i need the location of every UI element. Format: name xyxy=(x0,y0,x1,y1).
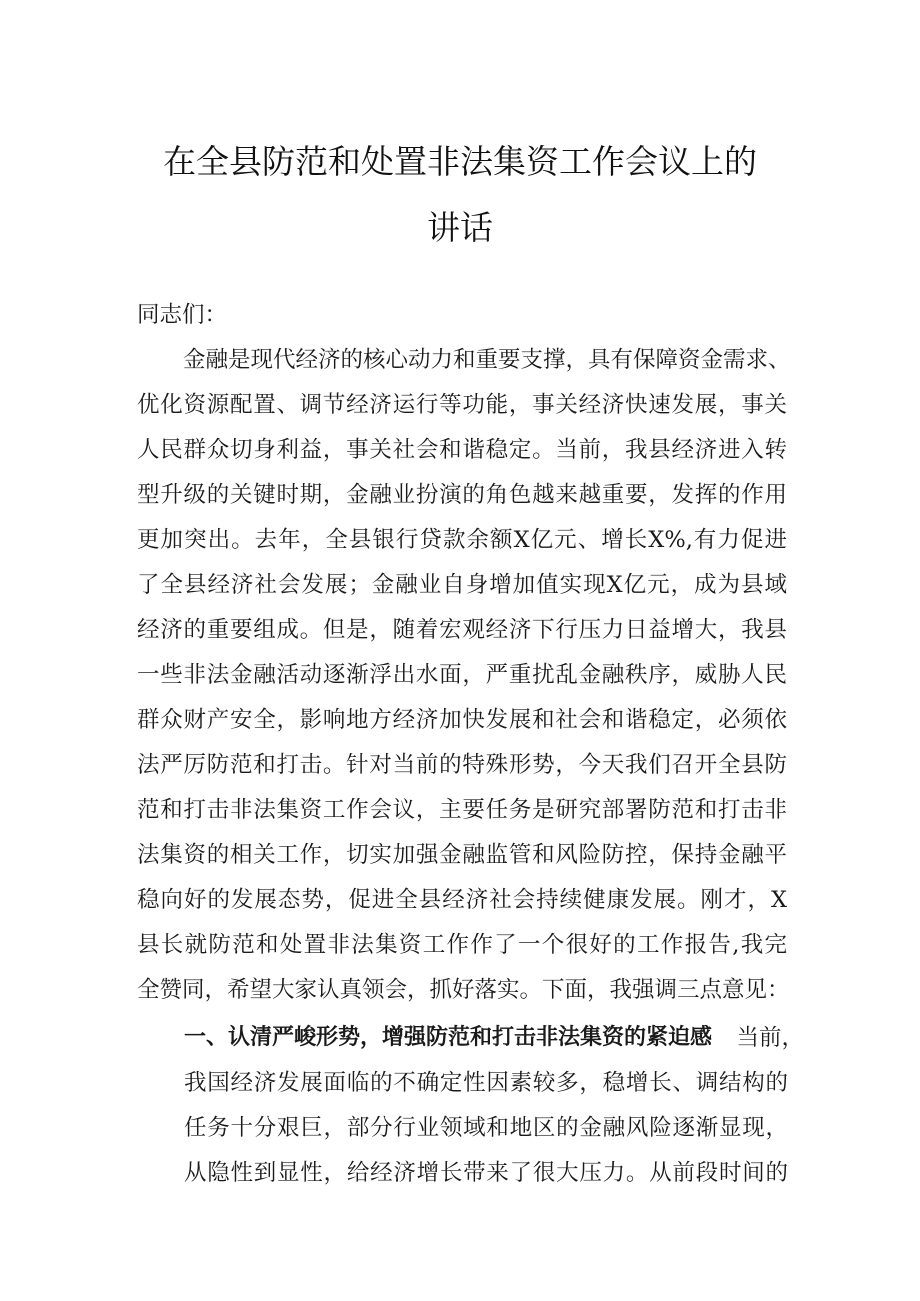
paragraph-1-line-13: 稳向好的发展态势，促进全县经济社会持续健康发展。刚才，X xyxy=(137,887,787,913)
paragraph-1-line-11: 范和打击非法集资工作会议，主要任务是研究部署防范和打击非 xyxy=(137,797,787,823)
paragraph-1-line-2: 优化资源配置、调节经济运行等功能，事关经济快速发展，事关 xyxy=(137,392,787,418)
paragraph-1-line-7: 经济的重要组成。但是，随着宏观经济下行压力日益增大，我县 xyxy=(137,617,787,643)
paragraph-1-line-14: 县长就防范和处置非法集资工作作了一个很好的工作报告,我完 xyxy=(137,932,787,958)
paragraph-1-line-10: 法严厉防范和打击。针对当前的特殊形势，今天我们召开全县防 xyxy=(137,752,787,778)
paragraph-1-line-12: 法集资的相关工作，切实加强金融监管和风险防控，保持金融平 xyxy=(137,842,787,868)
paragraph-1-line-6: 了全县经济社会发展；金融业自身增加值实现X亿元，成为县域 xyxy=(137,572,787,598)
paragraph-1-line-5: 更加突出。去年，全县银行贷款余额X亿元、增长X%,有力促进 xyxy=(137,527,787,553)
section-1-line-1: 我国经济发展面临的不确定性因素较多，稳增长、调结构的 xyxy=(184,1070,788,1096)
salutation: 同志们： xyxy=(137,302,228,328)
paragraph-1-line-1: 金融是现代经济的核心动力和重要支撑，具有保障资金需求、 xyxy=(183,347,791,373)
section-1-line-2: 任务十分艰巨，部分行业领域和地区的金融风险逐渐显现， xyxy=(184,1115,788,1141)
paragraph-1-line-15: 全赞同，希望大家认真领会，抓好落实。下面，我强调三点意见： xyxy=(137,977,790,1003)
document-title-line-1: 在全县防范和处置非法集资工作会议上的 xyxy=(163,142,757,181)
section-1-heading: 一、认清严峻形势，增强防范和打击非法集资的紧迫感 xyxy=(184,1025,713,1050)
section-1-line-3: 从隐性到显性，给经济增长带来了很大压力。从前段时间的 xyxy=(184,1160,788,1186)
document-title-line-2: 讲话 xyxy=(427,208,493,247)
paragraph-1-line-8: 一些非法金融活动逐渐浮出水面，严重扰乱金融秩序，威胁人民 xyxy=(137,662,787,688)
paragraph-1-line-9: 群众财产安全，影响地方经济加快发展和社会和谐稳定，必须依 xyxy=(137,707,787,733)
section-1-heading-line xyxy=(184,1023,804,1053)
section-1-heading-tail: 当前， xyxy=(736,1025,804,1051)
paragraph-1-line-3: 人民群众切身利益，事关社会和谐稳定。当前，我县经济进入转 xyxy=(137,437,787,463)
paragraph-1-line-4: 型升级的关键时期，金融业扮演的角色越来越重要，发挥的作用 xyxy=(137,482,787,508)
